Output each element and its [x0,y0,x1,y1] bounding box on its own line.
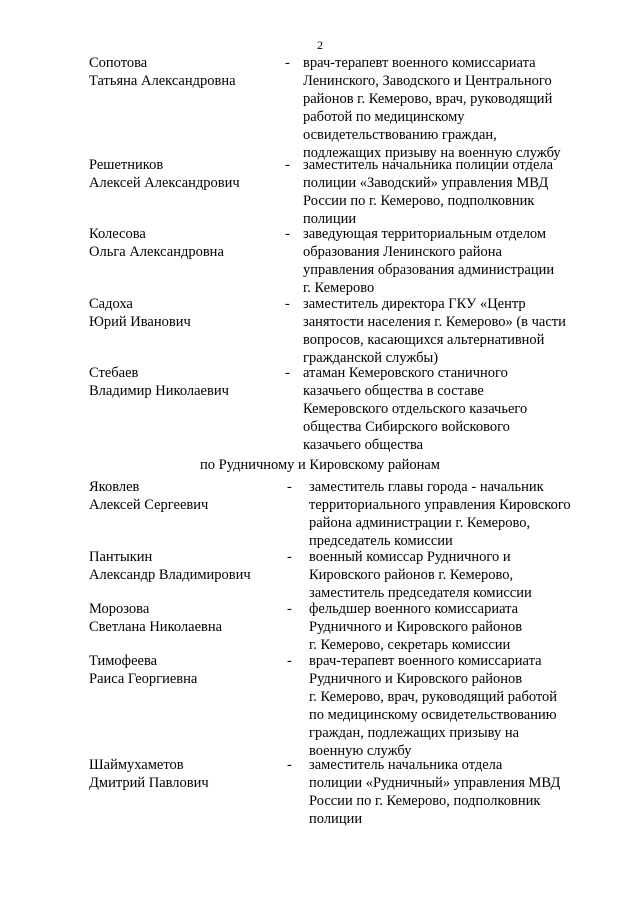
member-role [303,54,561,162]
member-role [303,156,553,228]
dash-separator: - [285,226,290,242]
member-role [303,295,566,367]
member-name [89,295,289,331]
role-line: управления образования администрации [303,262,555,278]
dash-separator: - [285,296,290,312]
member-given-name: Раиса Георгиевна [89,671,198,687]
member-name [89,652,289,688]
role-line: общества Сибирского войскового [303,419,510,435]
role-line: Рудничного и Кировского районов [309,671,523,687]
role-line: заместитель главы города - начальник [309,479,544,495]
member-given-name: Алексей Александрович [89,175,240,191]
member-role [309,652,557,760]
dash-separator: - [287,549,292,565]
member-name [89,156,289,192]
member-given-name: Татьяна Александровна [89,73,236,89]
dash-separator: - [287,653,292,669]
role-line: по медицинскому освидетельствованию [309,707,557,723]
role-line: фельдшер военного комиссариата [309,601,519,617]
member-surname: Стебаев [89,365,139,381]
member-given-name: Александр Владимирович [89,567,251,583]
role-line: г. Кемерово [303,280,375,296]
member-given-name: Ольга Александровна [89,244,224,260]
dash-separator: - [287,479,292,495]
member-name [89,225,289,261]
member-given-name: Владимир Николаевич [89,383,229,399]
dash-separator: - [287,757,292,773]
dash-separator: - [285,365,290,381]
member-role [303,225,554,297]
member-name [89,478,289,514]
role-line: г. Кемерово, врач, руководящий работой [309,689,558,705]
role-line: полиции «Заводский» управления МВД [303,175,549,191]
role-line: атаман Кемеровского станичного [303,365,508,381]
role-line: освидетельствованию граждан, [303,127,497,143]
role-line: военный комиссар Рудничного и [309,549,511,565]
member-name [89,54,289,90]
member-role [309,478,571,550]
member-name [89,600,289,636]
role-line: председатель комиссии [309,533,453,549]
member-role [309,600,522,654]
role-line: г. Кемерово, секретарь комиссии [309,637,511,653]
role-line: заместитель начальника полиции отдела [303,157,554,173]
member-surname: Яковлев [89,479,140,495]
dash-separator: - [287,601,292,617]
member-name [89,756,289,792]
role-line: Ленинского, Заводского и Центрального [303,73,552,89]
member-role [309,548,532,602]
role-line: районов г. Кемерово, врач, руководящий [303,91,553,107]
member-surname: Решетников [89,157,164,173]
member-surname: Колесова [89,226,146,242]
member-name [89,364,289,400]
member-surname: Шаймухаметов [89,757,184,773]
role-line: военную службу [309,743,412,759]
role-line: врач-терапевт военного комиссариата [303,55,536,71]
role-line: России по г. Кемерово, подполковник [303,193,535,209]
role-line: полиции [309,811,363,827]
role-line: заместитель председателя комиссии [309,585,532,601]
member-given-name: Дмитрий Павлович [89,775,209,791]
role-line: Кировского районов г. Кемерово, [309,567,514,583]
member-surname: Пантыкин [89,549,153,565]
role-line: Рудничного и Кировского районов [309,619,523,635]
role-line: района администрации г. Кемерово, [309,515,531,531]
role-line: врач-терапевт военного комиссариата [309,653,542,669]
role-line: казачьего общества [303,437,424,453]
member-surname: Сопотова [89,55,148,71]
role-line: образования Ленинского района [303,244,502,260]
member-role [309,756,560,828]
dash-separator: - [285,55,290,71]
role-line: территориального управления Кировского [309,497,571,513]
role-line: гражданской службы) [303,350,439,366]
role-line: занятости населения г. Кемерово» (в части [303,314,566,330]
role-line: заместитель директора ГКУ «Центр [303,296,526,312]
role-line: полиции [303,211,357,227]
role-line: России по г. Кемерово, подполковник [309,793,541,809]
role-line: вопросов, касающихся альтернативной [303,332,545,348]
member-given-name: Алексей Сергеевич [89,497,209,513]
member-given-name: Юрий Иванович [89,314,191,330]
section-heading: по Рудничному и Кировскому районам [200,457,440,473]
member-surname: Тимофеева [89,653,158,669]
dash-separator: - [285,157,290,173]
page-number: 2 [317,38,323,52]
role-line: граждан, подлежащих призыву на [309,725,520,741]
member-name [89,548,289,584]
member-given-name: Светлана Николаевна [89,619,223,635]
role-line: полиции «Рудничный» управления МВД [309,775,561,791]
role-line: заместитель начальника отдела [309,757,503,773]
member-role [303,364,527,454]
role-line: работой по медицинскому [303,109,465,125]
role-line: заведующая территориальным отделом [303,226,547,242]
role-line: казачьего общества в составе [303,383,484,399]
role-line: Кемеровского отдельского казачьего [303,401,528,417]
member-surname: Садоха [89,296,133,312]
member-surname: Морозова [89,601,150,617]
role-line: подлежащих призыву на военную службу [303,145,561,161]
